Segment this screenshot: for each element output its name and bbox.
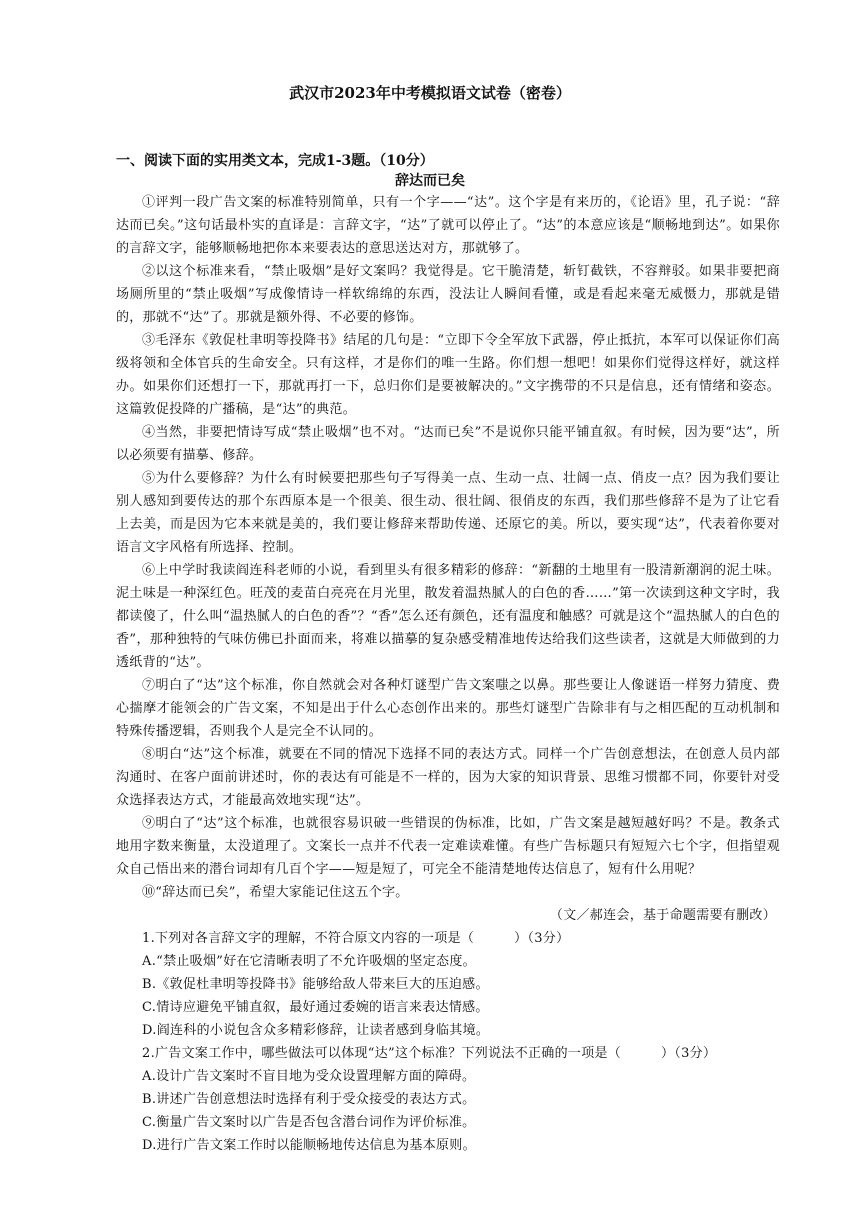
paragraph: ⑨明白了“达”这个标准，也就很容易识破一些错误的伪标准，比如，广告文案是越短越好吗？不是。教条式地用字数来衡量，太没道理了。文案长一点并不代表一定难读难懂。有些广告标题只有短短六七个字，但指望观众自己悟出来的潜台词却有几百个字——短是短了，可完全不能清楚地传达信息了，短有什么用呢？	[116, 816, 780, 877]
option-b: B.《敦促杜聿明等投降书》能够给敌人带来巨大的压迫感。	[142, 977, 489, 992]
option-a: A.设计广告文案时不盲目地为受众设置理解方面的障碍。	[142, 1069, 476, 1084]
page-title: 武汉市2023年中考模拟语文试卷（密卷）	[289, 84, 571, 102]
question-stem: 1.下列对各言辞文字的理解，不符合原文内容的一项是（ ）（3分）	[142, 931, 570, 946]
paragraph: ⑦明白了“达”这个标准，你自然就会对各种灯谜型广告文案嗤之以鼻。那些要让人像谜语一样努力猜度、费心揣摩才能领会的广告文案，不知是出于什么心态创作出来的。那些灯谜型广告除非有与之相匹配的互动机制和特殊传播逻辑，否则我个人是完全不认同的。	[116, 678, 780, 739]
paragraph: ⑥上中学时我读阎连科老师的小说，看到里头有很多精彩的修辞：“新翻的土地里有一股清新潮润的泥土味。泥土味是一种深红色。旺茂的麦苗白亮亮在月光里，散发着温热腻人的白色的香……”第一次读到这种文字时，我都读傻了，什么叫“温热腻人的白色的香”？“香”怎么还有颜色，还有温度和触感？可就是这个“温热腻人的白色的香”，那种独特的气味仿佛已扑面而来，将难以描摹的复杂感受精准地传达给我们这些读者，这就是大师做到的力透纸背的“达”。	[116, 563, 780, 670]
paragraph: ③毛泽东《敦促杜聿明等投降书》结尾的几句是：“立即下令全军放下武器，停止抵抗，本军可以保证你们高级将领和全体官兵的生命安全。只有这样，才是你们的唯一生路。你们想一想吧！如果你们觉得这样好，就这样办。如果你们还想打一下，那就再打一下，总归你们是要被解决的。”文字携带的不只是信息，还有情绪和姿态。这篇敦促投降的广播稿，是“达”的典范。	[116, 333, 780, 417]
paragraph: ④当然，非要把情诗写成“禁止吸烟”也不对。“达而已矣”不是说你只能平铺直叙。有时候，因为要“达”，所以必须要有描摹、修辞。	[116, 425, 780, 463]
paragraph: ①评判一段广告文案的标准特别简单，只有一个字——“达”。这个字是有来历的，《论语》里，孔子说：“辞达而已矣。”这句话最朴实的直译是：言辞文字，“达”了就可以停止了。“达”的本意应该是“顺畅地到达”。如果你的言辞文字，能够顺畅地把你本来要表达的意思送达对方，那就够了。	[116, 195, 780, 256]
option-c: C.衡量广告文案时以广告是否包含潜台词作为评价标准。	[142, 1115, 476, 1130]
section-heading: 一、阅读下面的实用类文本，完成1-3题。（10分）	[116, 153, 434, 169]
passage-title: 辞达而已矣	[395, 173, 465, 189]
option-c: C.情诗应避免平铺直叙，最好通过委婉的语言来表达情感。	[142, 1000, 489, 1015]
option-a: A.“禁止吸烟”好在它清晰表明了不允许吸烟的坚定态度。	[142, 954, 476, 969]
paragraph: ②以这个标准来看，“禁止吸烟”是好文案吗？我觉得是。它干脆清楚，斩钉截铁，不容辩驳。如果非要把商场厕所里的“禁止吸烟”写成像情诗一样软绵绵的东西，没法让人瞬间看懂，或是看起来毫无威慑力，那就是错的，那就不“达”了。那就是额外得、不必要的修饰。	[116, 264, 780, 325]
paragraph: ⑧明白“达”这个标准，就要在不同的情况下选择不同的表达方式。同样一个广告创意想法，在创意人员内部沟通时、在客户面前讲述时，你的表达有可能是不一样的，因为大家的知识背景、思维习惯都不同，你要针对受众选择表达方式，才能最高效地实现“达”。	[116, 747, 780, 808]
paragraph: ⑤为什么要修辞？为什么有时候要把那些句子写得美一点、生动一点、壮阔一点、俏皮一点？因为我们要让别人感知到要传达的那个东西原本是一个很美、很生动、很壮阔、很俏皮的东西，我们那些修辞不是为了让它看上去美，而是因为它本来就是美的，我们要让修辞来帮助传递、还原它的美。所以，要实现“达”，代表着你要对语言文字风格有所选择、控制。	[116, 471, 780, 555]
paragraph: ⑩“辞达而已矣”，希望大家能记住这五个字。	[142, 885, 409, 900]
option-d: D.进行广告文案工作时以能顺畅地传达信息为基本原则。	[142, 1138, 476, 1153]
passage-body	[116, 191, 780, 1157]
option-d: D.阎连科的小说包含众多精彩修辞，让读者感到身临其境。	[142, 1023, 490, 1038]
question-stem: 2.广告文案工作中，哪些做法可以体现“达”这个标准？下列说法不正确的一项是（ ）（3分）	[142, 1046, 717, 1061]
option-b: B.讲述广告创意想法时选择有利于受众接受的表达方式。	[142, 1092, 476, 1107]
source-note: （文／郝连会，基于命题需要有删改）	[549, 908, 776, 923]
